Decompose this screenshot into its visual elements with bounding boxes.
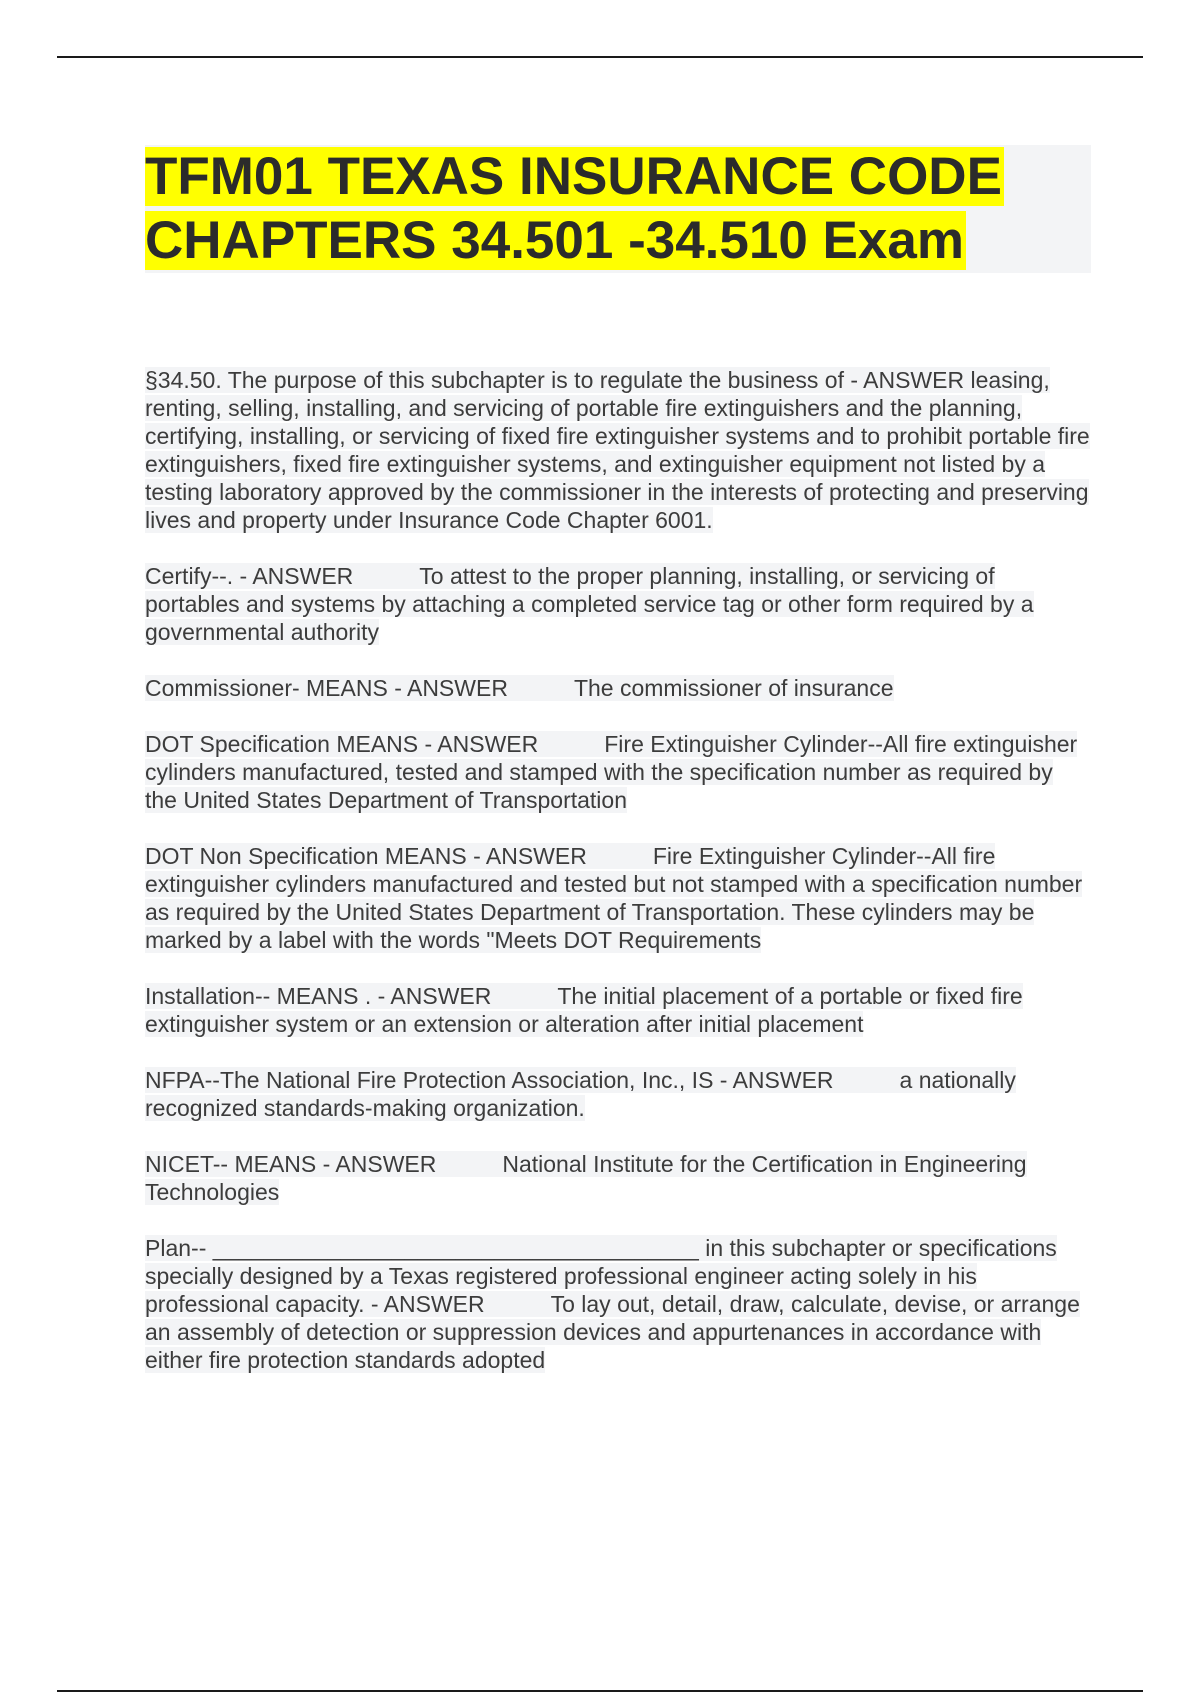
top-divider — [57, 56, 1143, 58]
qa-entry — [145, 1234, 1091, 1374]
qa-entry — [145, 674, 1091, 702]
page-title — [145, 145, 1091, 273]
qa-question: Certify--. - ANSWER — [145, 563, 354, 589]
qa-entry — [145, 1066, 1091, 1122]
qa-entry — [145, 842, 1091, 954]
qa-answer: To lay out, detail, draw, calculate, devise, or arrange an assembly of detection or suppression devices and appurtenances in accordance with either fire protection standards adopted — [145, 1291, 1080, 1373]
qa-question: Plan-- ______________________________________ in this subchapter or specifications specially designed by a Texas registered professional engineer acting solely in his professional capacity. - ANSWER — [145, 1235, 1057, 1317]
qa-answer: Fire Extinguisher Cylinder--All fire extinguisher cylinders manufactured and tested but not stamped with a specification number as required by the United States Department of Transportation. These cylinders may be marked by a label with the words "Meets DOT Requirements — [145, 843, 1083, 953]
qa-answer: Fire Extinguisher Cylinder--All fire extinguisher cylinders manufactured, tested and stamped with the specification number as required by the United States Department of Transportation — [145, 731, 1078, 813]
title-line-1: TFM01 TEXAS INSURANCE CODE — [145, 147, 1002, 206]
qa-entry — [145, 730, 1091, 814]
qa-answer: The initial placement of a portable or fixed fire extinguisher system or an extension or alteration after initial placement — [145, 983, 1023, 1037]
qa-list — [145, 366, 1091, 1402]
qa-entry — [145, 562, 1091, 646]
qa-entry — [145, 366, 1091, 534]
qa-question: DOT Non Specification MEANS - ANSWER — [145, 843, 587, 869]
qa-answer: leasing, renting, selling, installing, and servicing of portable fire extinguishers and the planning, certifying, installing, or servicing of fixed fire extinguisher systems and to prohibit portable fire extinguishers, fixed fire extinguisher systems, and extinguisher equipment not listed by a testing laboratory approved by the commissioner in the interests of protecting and preserving lives and property under Insurance Code Chapter 6001. — [145, 367, 1090, 533]
qa-answer: To attest to the proper planning, installing, or servicing of portables and systems by attaching a completed service tag or other form required by a governmental authority — [145, 563, 1034, 645]
qa-question: §34.50. The purpose of this subchapter is to regulate the business of - ANSWER — [145, 367, 965, 393]
qa-entry — [145, 982, 1091, 1038]
title-block — [145, 145, 1091, 273]
bottom-divider — [57, 1690, 1143, 1692]
qa-question: NICET-- MEANS - ANSWER — [145, 1151, 437, 1177]
qa-question: NFPA--The National Fire Protection Association, Inc., IS - ANSWER — [145, 1067, 834, 1093]
qa-question: Commissioner- MEANS - ANSWER — [145, 675, 508, 701]
qa-answer: National Institute for the Certification in Engineering Technologies — [145, 1151, 1027, 1205]
qa-entry — [145, 1150, 1091, 1206]
title-line-2: CHAPTERS 34.501 -34.510 Exam — [145, 211, 964, 270]
qa-answer: The commissioner of insurance — [573, 675, 894, 701]
qa-question: DOT Specification MEANS - ANSWER — [145, 731, 539, 757]
qa-answer: a nationally recognized standards-making organization. — [145, 1067, 1016, 1121]
qa-question: Installation-- MEANS . - ANSWER — [145, 983, 492, 1009]
